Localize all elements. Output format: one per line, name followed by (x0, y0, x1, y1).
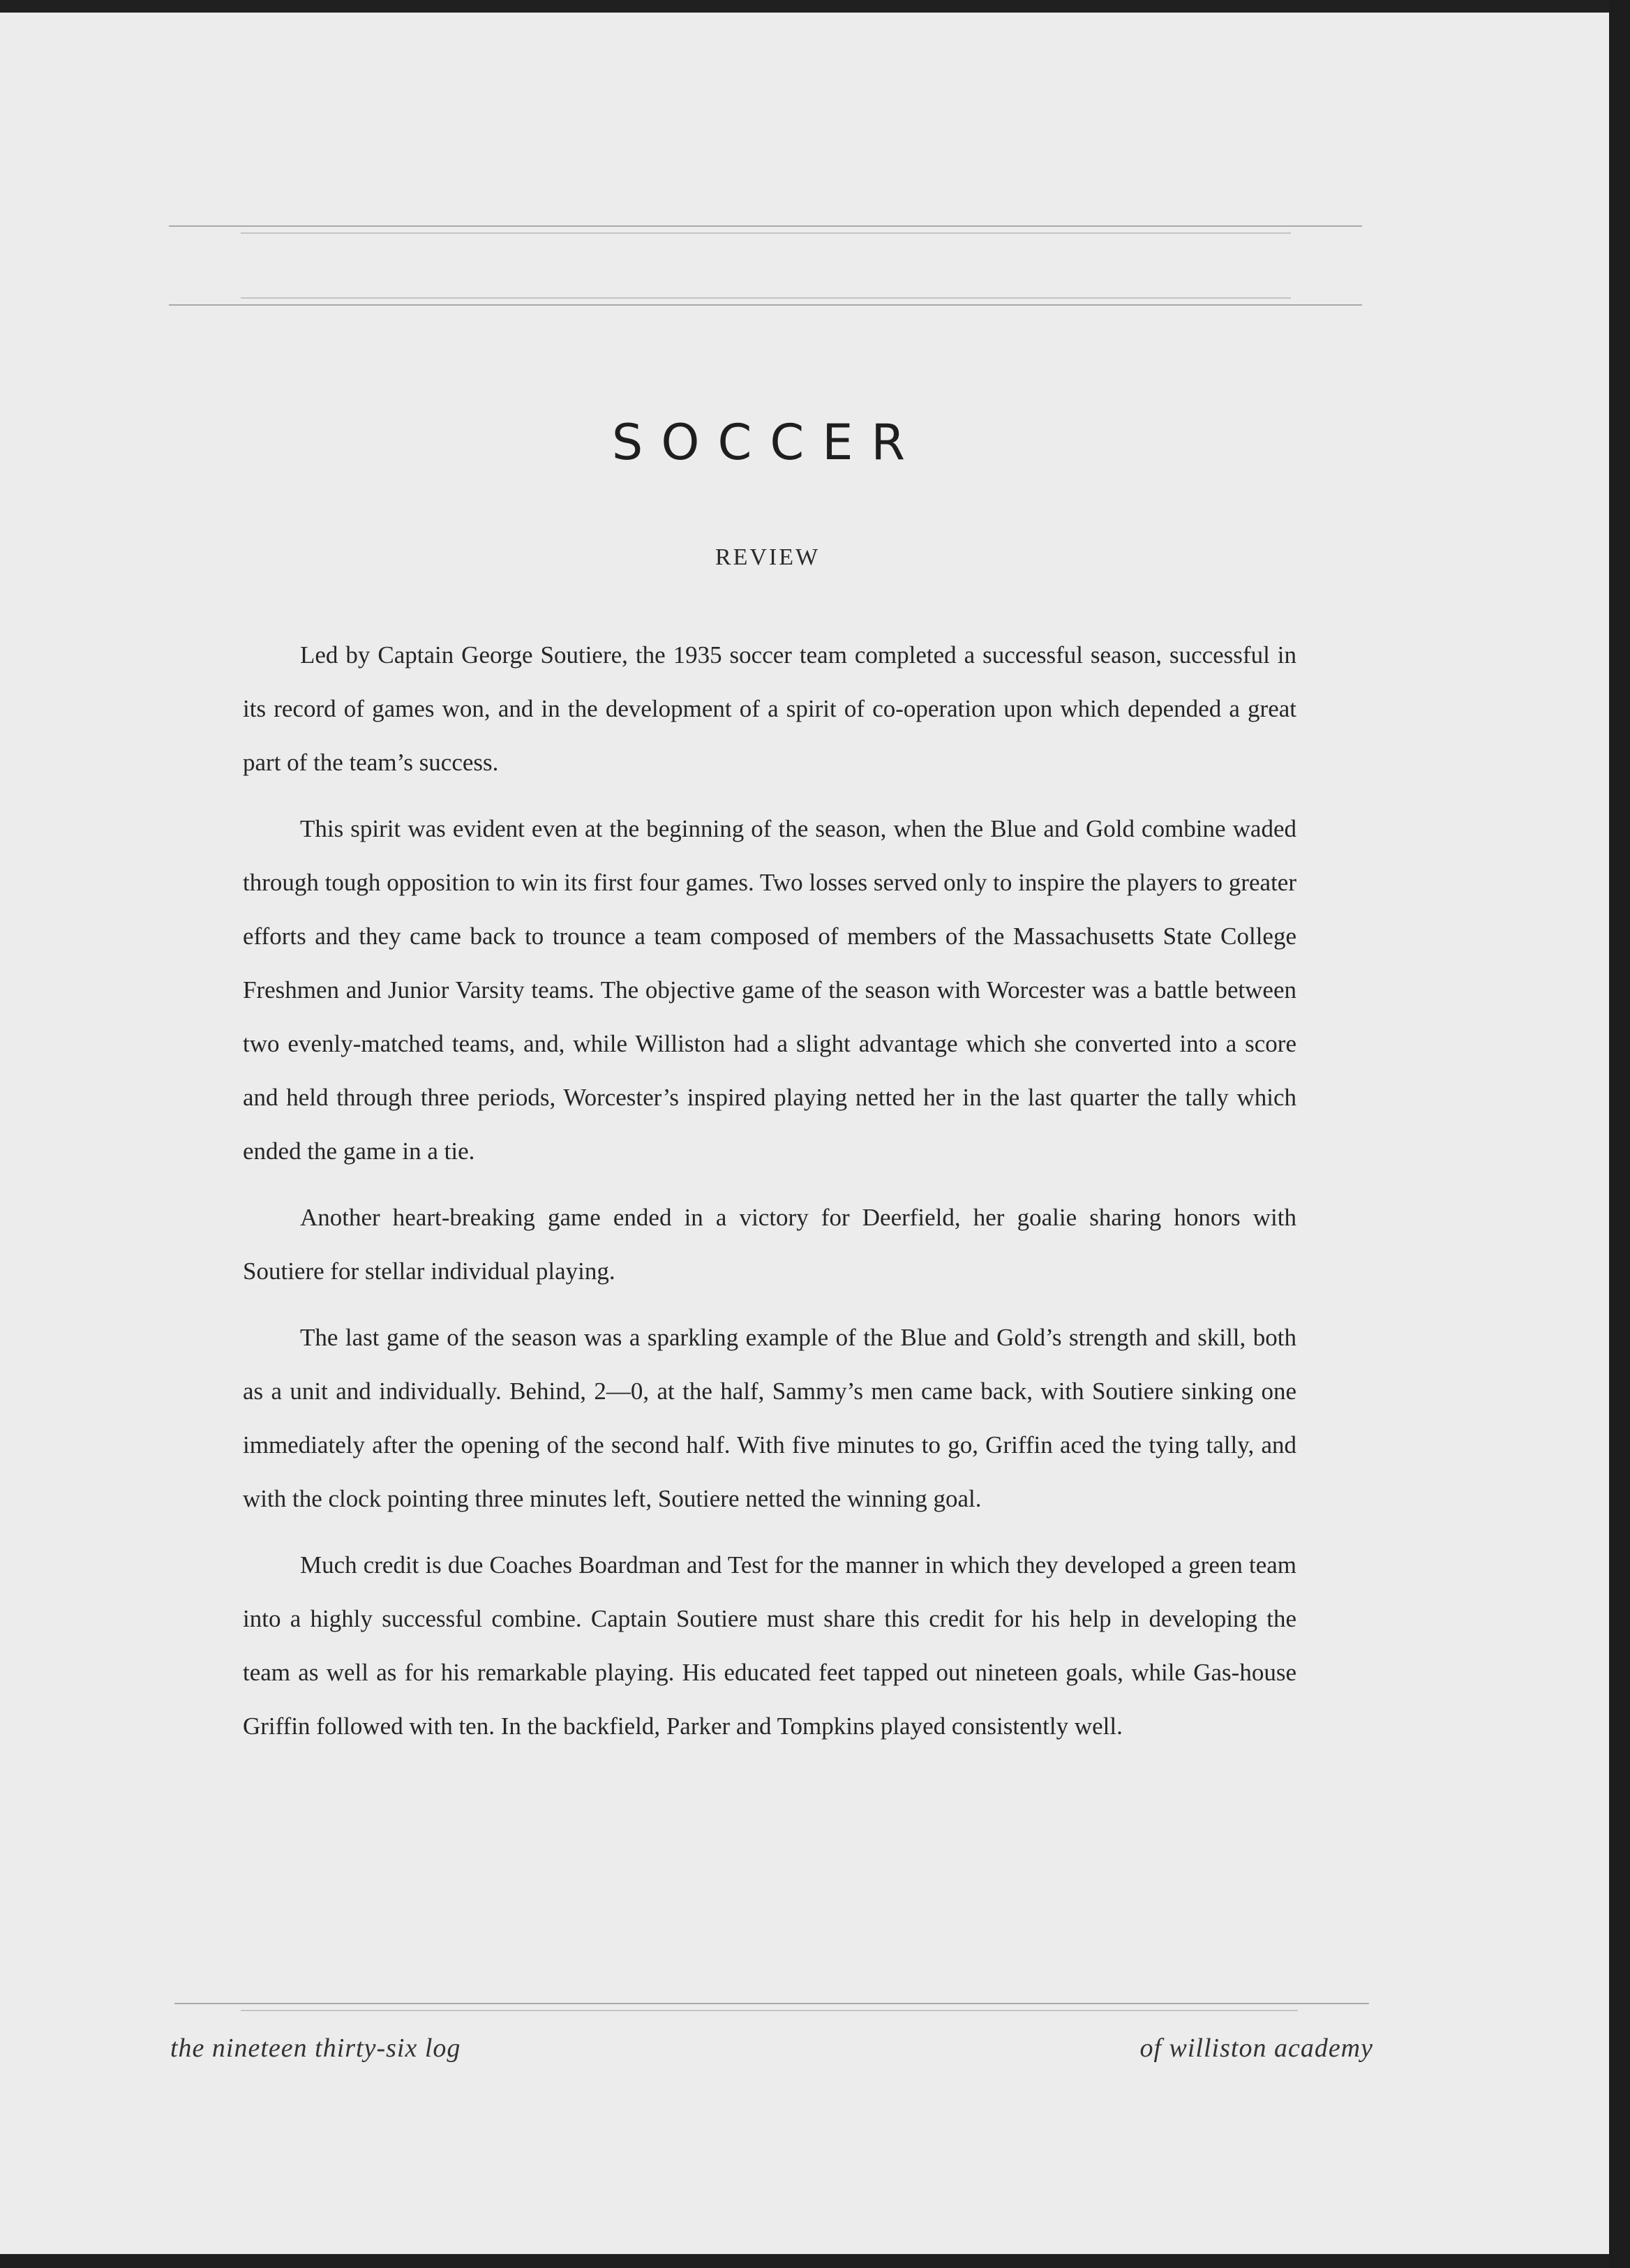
footer-publication-title: the nineteen thirty-six log (170, 2034, 461, 2063)
section-subtitle: REVIEW (715, 544, 821, 570)
footer-rule-inner (241, 2010, 1298, 2011)
top-rule-2 (169, 304, 1362, 306)
article-body (243, 628, 1296, 1766)
paragraph: The last game of the season was a sparkling example of the Blue and Gold’s strength and skill, both as a unit and individually. Behind, 2—0, at the half, Sammy’s men came back, with Soutiere sinking one immediately after the opening of the second half. With five minutes to go, Griffin aced the tying tally, and with the clock pointing three minutes left, Soutiere netted the winning goal. (243, 1324, 1296, 1512)
top-rule-1-inner (241, 232, 1291, 234)
page-title: SOCCER (611, 414, 924, 471)
footer-school-name: of williston academy (1139, 2034, 1373, 2063)
scan-edge (1609, 0, 1630, 2268)
paragraph: Led by Captain George Soutiere, the 1935 soccer team completed a successful season, successful in its record of games won, and in the development of a spirit of co-operation upon which depended a great part of the team’s success. (243, 641, 1296, 776)
footer-rule (174, 2003, 1369, 2004)
top-rule-2-inner (241, 297, 1291, 299)
paragraph: Another heart-breaking game ended in a victory for Deerfield, her goalie sharing honors with Soutiere for stellar individual playing. (243, 1204, 1296, 1285)
paragraph: This spirit was evident even at the beginning of the season, when the Blue and Gold combine waded through tough opposition to win its first four games. Two losses served only to inspire the players to greater efforts and they came back to trounce a team composed of members of the Massachusetts State College Freshmen and Junior Varsity teams. The objective game of the season with Worcester was a battle between two evenly-matched teams, and, while Williston had a slight advantage which she converted into a score and held through three periods, Worcester’s inspired playing netted her in the last quarter the tally which ended the game in a tie. (243, 815, 1296, 1165)
paragraph: Much credit is due Coaches Boardman and Test for the manner in which they developed a green team into a highly successful combine. Captain Soutiere must share this credit for his help in developing the team as well as for his remarkable playing. His educated feet tapped out nineteen goals, while Gas-house Griffin followed with ten. In the backfield, Parker and Tompkins played consistently well. (243, 1551, 1296, 1740)
top-rule-1 (169, 225, 1362, 227)
yearbook-page (0, 13, 1609, 2254)
